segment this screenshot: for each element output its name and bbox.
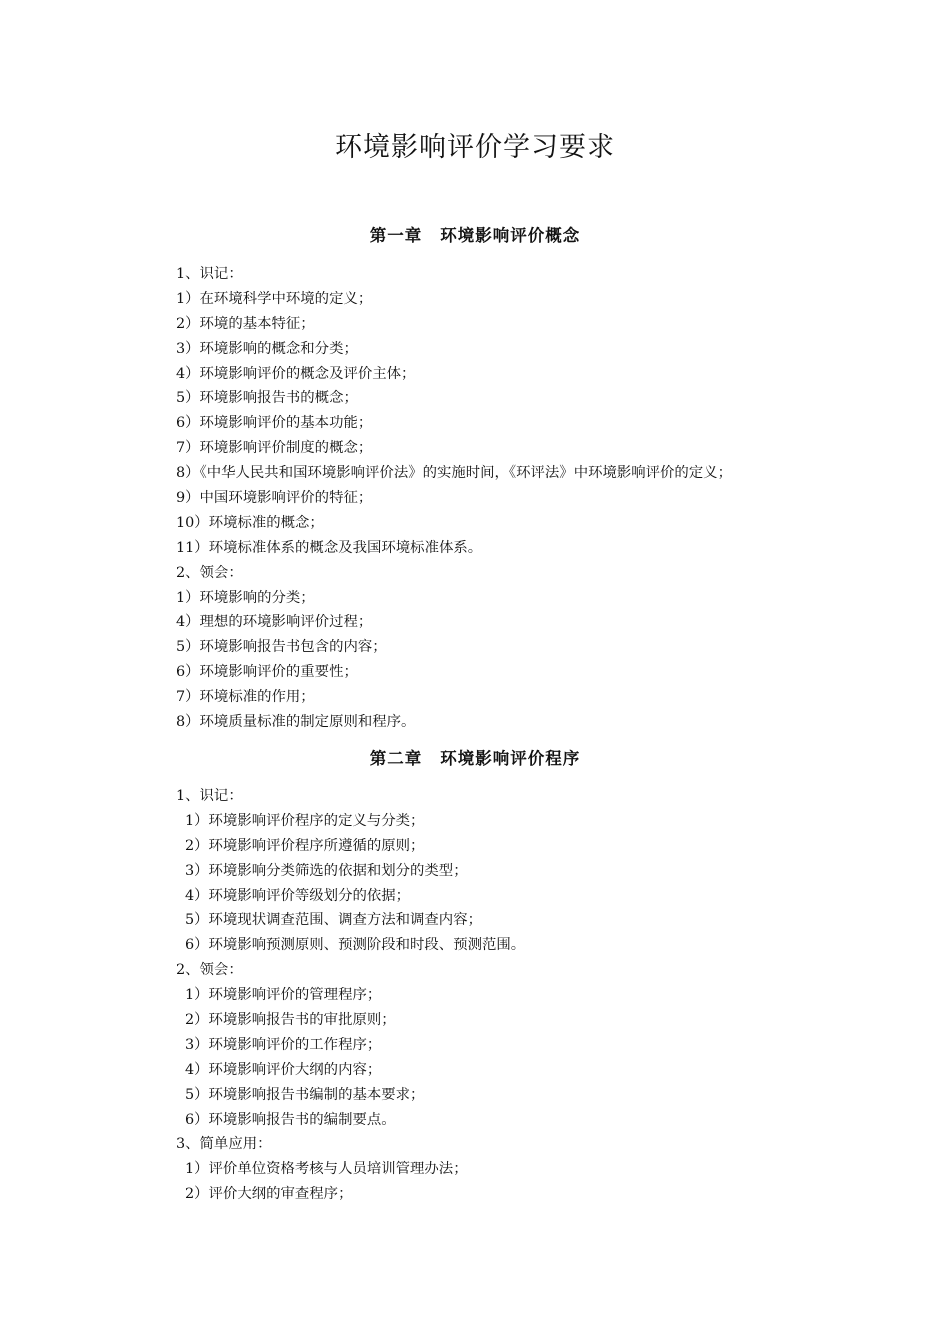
- chapter-2-number: 第二章: [369, 749, 423, 768]
- list-item: 5）环境影响报告书包含的内容；: [176, 639, 387, 656]
- section-heading: 1、识记：: [176, 788, 243, 804]
- list-item: 6）环境影响评价的基本功能；: [176, 415, 373, 432]
- list-item: 2）环境影响评价程序所遵循的原则；: [185, 837, 425, 854]
- list-item: 4）理想的环境影响评价过程；: [176, 614, 373, 631]
- list-item: 9）中国环境影响评价的特征；: [176, 490, 373, 507]
- section-heading: 2、领会：: [176, 962, 243, 979]
- list-item: 7）环境标准的作用；: [176, 689, 315, 706]
- chapter-1-heading: [0, 223, 950, 249]
- chapter-2-heading: [0, 746, 950, 772]
- list-item: 5）环境现状调查范围、调查方法和调查内容；: [185, 912, 482, 929]
- chapter-1-content: [176, 262, 920, 735]
- list-item: 1）在环境科学中环境的定义；: [176, 290, 373, 307]
- chapter-1-number: 第一章: [369, 226, 423, 245]
- list-item: 8）《中华人民共和国环境影响评价法》的实施时间，《环评法》中环境影响评价的定义；: [176, 465, 732, 482]
- list-item: 2）环境的基本特征；: [176, 315, 315, 332]
- list-item: 6）环境影响预测原则、预测阶段和时段、预测范围。: [185, 937, 526, 954]
- chapter-2-content: [176, 784, 920, 1207]
- list-item: 5）环境影响报告书的概念；: [176, 390, 358, 407]
- list-item: 3）环境影响的概念和分类；: [176, 340, 358, 357]
- list-item: 1）环境影响评价的管理程序；: [185, 987, 382, 1004]
- list-item: 11）环境标准体系的概念及我国环境标准体系。: [176, 539, 483, 556]
- list-item: 1）评价单位资格考核与人员培训管理办法；: [185, 1161, 468, 1178]
- list-item: 8）环境质量标准的制定原则和程序。: [176, 714, 416, 731]
- list-item: 10）环境标准的概念；: [176, 514, 324, 531]
- list-item: 2）环境影响报告书的审批原则；: [185, 1012, 396, 1029]
- list-item: 6）环境影响报告书的编制要点。: [185, 1111, 396, 1128]
- list-item: 4）环境影响评价大纲的内容；: [185, 1061, 382, 1078]
- list-item: 1）环境影响评价程序的定义与分类；: [185, 812, 425, 829]
- chapter-1-name: 环境影响评价概念: [440, 226, 581, 245]
- chapter-2-name: 环境影响评价程序: [440, 749, 581, 768]
- section-heading: 3、简单应用：: [176, 1136, 272, 1153]
- list-item: 5）环境影响报告书编制的基本要求；: [185, 1086, 425, 1103]
- document-title: 环境影响评价学习要求: [335, 132, 615, 163]
- list-item: 7）环境影响评价制度的概念；: [176, 440, 373, 457]
- list-item: 4）环境影响评价的概念及评价主体；: [176, 365, 416, 382]
- list-item: 2、领会：: [176, 564, 243, 581]
- list-item: 3）环境影响分类筛选的依据和划分的类型；: [185, 862, 468, 879]
- list-item: 2）评价大纲的审查程序；: [185, 1186, 353, 1203]
- list-item: 4）环境影响评价等级划分的依据；: [185, 887, 411, 904]
- list-item: 1）环境影响的分类；: [176, 589, 315, 606]
- list-item: 3）环境影响评价的工作程序；: [185, 1036, 382, 1053]
- list-item: 1、识记：: [176, 266, 243, 282]
- list-item: 6）环境影响评价的重要性；: [176, 664, 358, 681]
